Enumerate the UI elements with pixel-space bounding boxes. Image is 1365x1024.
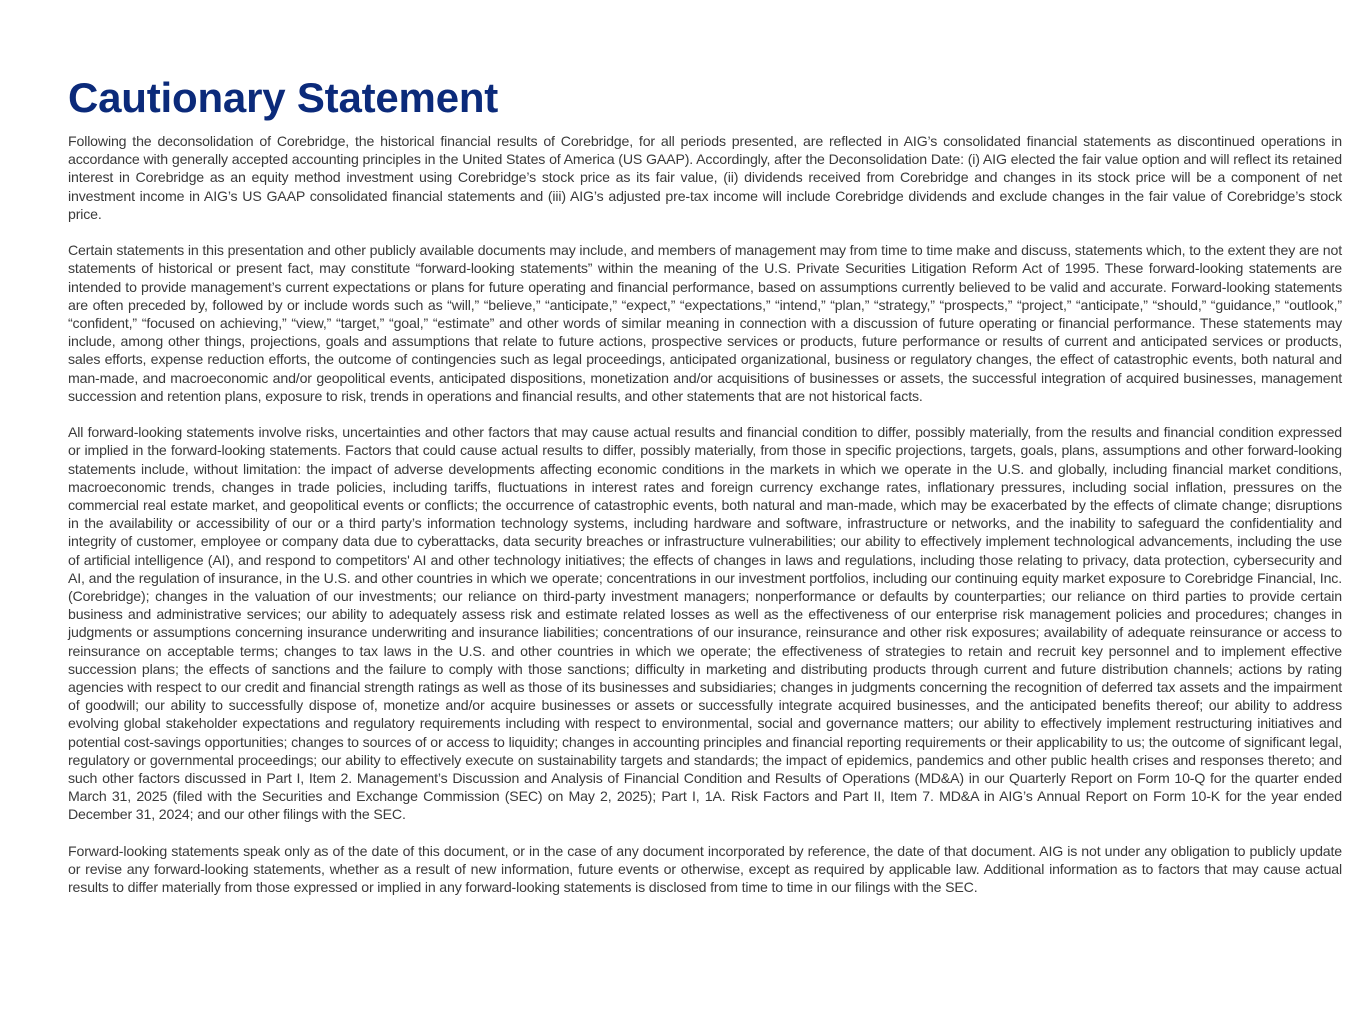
paragraph-no-obligation: Forward-looking statements speak only as of the date of this document, or in the case of any document incorporated by reference, the date of that document. AIG is not under any obligation to publicly update or revise any forward-looking statements, whether as a result of new information, future events or otherwise, except as required by applicable law. Additional information as to factors that may cause actual results to differ materially from those expressed or implied in any forward-looking statements is disclosed from time to time in our filings with the SEC. bbox=[68, 842, 1342, 896]
paragraph-forward-looking-statements: Certain statements in this presentation and other publicly available documents may include, and members of management may from time to time make and discuss, statements which, to the extent they are not statements of historical or present fact, may constitute “forward-looking statements” within the meaning of the U.S. Private Securities Litigation Reform Act of 1995. These forward-looking statements are intended to provide management’s current expectations or plans for future operating and financial performance, based on assumptions currently believed to be valid and accurate. Forward-looking statements are often preceded by, followed by or include words such as “will,” “believe,” “anticipate,” “expect,” “expectations,” “intend,” “plan,” “strategy,” “prospects,” “project,” “anticipate,” “should,” “guidance,” “outlook,” “confident,” “focused on achieving,” “view,” “target,” “goal,” “estimate” and other words of similar meaning in connection with a discussion of future operating or financial performance. These statements may include, among other things, projections, goals and assumptions that relate to future actions, prospective services or products, future performance or results of current and anticipated services or products, sales efforts, expense reduction efforts, the outcome of contingencies such as legal proceedings, anticipated organizational, business or regulatory changes, the effect of catastrophic events, both natural and man-made, and macroeconomic and/or geopolitical events, anticipated dispositions, monetization and/or acquisitions of businesses or assets, the successful integration of acquired businesses, management succession and retention plans, exposure to risk, trends in operations and financial results, and other statements that are not historical facts. bbox=[68, 242, 1342, 404]
slide bbox=[68, 72, 1342, 896]
paragraph-risk-factors: All forward-looking statements involve risks, uncertainties and other factors that may cause actual results and financial condition to differ, possibly materially, from the results and financial condition expressed or implied in the forward-looking statements. Factors that could cause actual results to differ, possibly materially, from those in specific projections, targets, goals, plans, assumptions and other forward-looking statements include, without limitation: the impact of adverse developments affecting economic conditions in the markets in which we operate in the U.S. and globally, including financial market conditions, macroeconomic trends, changes in trade policies, including tariffs, fluctuations in interest rates and foreign currency exchange rates, inflationary pressures, including social inflation, pressures on the commercial real estate market, and geopolitical events or conflicts; the occurrence of catastrophic events, both natural and man-made, which may be exacerbated by the effects of climate change; disruptions in the availability or accessibility of our or a third party’s information technology systems, including hardware and software, infrastructure or networks, and the inability to safeguard the confidentiality and integrity of customer, employee or company data due to cyberattacks, data security breaches or infrastructure vulnerabilities; our ability to effectively implement technological advancements, including the use of artificial intelligence (AI), and respond to competitors' AI and other technology initiatives; the effects of changes in laws and regulations, including those relating to privacy, data protection, cybersecurity and AI, and the regulation of insurance, in the U.S. and other countries in which we operate; concentrations in our investment portfolios, including our continuing equity market exposure to Corebridge Financial, Inc. (Corebridge); changes in the valuation of our investments; our reliance on third-party investment managers; nonperformance or defaults by counterparties; our reliance on third parties to provide certain business and administrative services; our ability to adequately assess risk and estimate related losses as well as the effectiveness of our enterprise risk management policies and procedures; changes in judgments or assumptions concerning insurance underwriting and insurance liabilities; concentrations of our insurance, reinsurance and other risk exposures; availability of adequate reinsurance or access to reinsurance on acceptable terms; changes to tax laws in the U.S. and other countries in which we operate; the effectiveness of strategies to retain and recruit key personnel and to implement effective succession plans; the effects of sanctions and the failure to comply with those sanctions; difficulty in marketing and distributing products through current and future distribution channels; actions by rating agencies with respect to our credit and financial strength ratings as well as those of its businesses and subsidiaries; changes in judgments concerning the recognition of deferred tax assets and the impairment of goodwill; our ability to successfully dispose of, monetize and/or acquire businesses or assets or successfully integrate acquired businesses, and the anticipated benefits thereof; our ability to address evolving global stakeholder expectations and regulatory requirements including with respect to environmental, social and governance matters; our ability to effectively implement restructuring initiatives and potential cost-savings opportunities; changes to sources of or access to liquidity; changes in accounting principles and financial reporting requirements or their applicability to us; the outcome of significant legal, regulatory or governmental proceedings; our ability to effectively execute on sustainability targets and standards; the impact of epidemics, pandemics and other public health crises and responses thereto; and such other factors discussed in Part I, Item 2. Management’s Discussion and Analysis of Financial Condition and Results of Operations (MD&A) in our Quarterly Report on Form 10-Q for the quarter ended March 31, 2025 (filed with the Securities and Exchange Commission (SEC) on May 2, 2025); Part I, 1A. Risk Factors and Part II, Item 7. MD&A in AIG’s Annual Report on Form 10-K for the year ended December 31, 2024; and our other filings with the SEC. bbox=[68, 424, 1342, 823]
statement-body bbox=[68, 132, 1342, 896]
page-title: Cautionary Statement bbox=[68, 74, 499, 121]
paragraph-deconsolidation: Following the deconsolidation of Corebridge, the historical financial results of Corebridge, for all periods presented, are reflected in AIG’s consolidated financial statements as discontinued operations in accordance with generally accepted accounting principles in the United States of America (US GAAP). Accordingly, after the Deconsolidation Date: (i) AIG elected the fair value option and will reflect its retained interest in Corebridge as an equity method investment using Corebridge’s stock price as its fair value, (ii) dividends received from Corebridge and changes in its stock price will be a component of net investment income in AIG’s US GAAP consolidated financial statements and (iii) AIG’s adjusted pre-tax income will include Corebridge dividends and exclude changes in the fair value of Corebridge’s stock price. bbox=[68, 133, 1342, 222]
